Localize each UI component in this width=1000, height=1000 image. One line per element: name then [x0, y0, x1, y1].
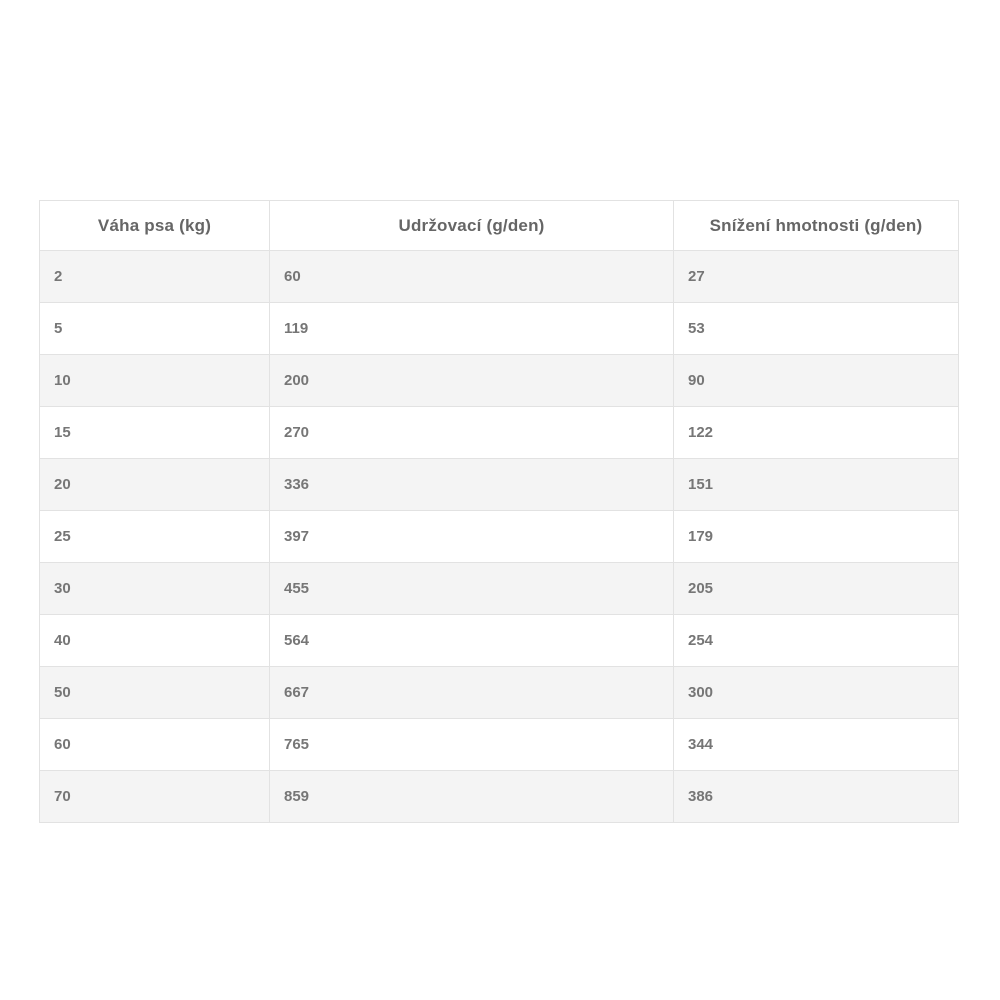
- table-row: [40, 303, 959, 355]
- table-cell: 122: [674, 407, 959, 459]
- table-cell: 5: [40, 303, 270, 355]
- table-cell: 200: [270, 355, 674, 407]
- header-row: [40, 201, 959, 251]
- table-cell: 27: [674, 251, 959, 303]
- table-row: [40, 563, 959, 615]
- table-body: [40, 251, 959, 823]
- table-cell: 455: [270, 563, 674, 615]
- table-row: [40, 771, 959, 823]
- header-cell: Snížení hmotnosti (g/den): [674, 201, 959, 251]
- table-row: [40, 719, 959, 771]
- dog-feeding-table: [39, 200, 959, 823]
- table-row: [40, 667, 959, 719]
- table-cell: 270: [270, 407, 674, 459]
- table-row: [40, 355, 959, 407]
- table-cell: 397: [270, 511, 674, 563]
- table-cell: 151: [674, 459, 959, 511]
- table-cell: 15: [40, 407, 270, 459]
- table-cell: 2: [40, 251, 270, 303]
- table-cell: 300: [674, 667, 959, 719]
- table-cell: 564: [270, 615, 674, 667]
- table-cell: 25: [40, 511, 270, 563]
- table-cell: 336: [270, 459, 674, 511]
- table-cell: 20: [40, 459, 270, 511]
- table-cell: 179: [674, 511, 959, 563]
- table-cell: 30: [40, 563, 270, 615]
- table-cell: 60: [40, 719, 270, 771]
- header-cell: Udržovací (g/den): [270, 201, 674, 251]
- table-cell: 667: [270, 667, 674, 719]
- table-cell: 90: [674, 355, 959, 407]
- table-cell: 50: [40, 667, 270, 719]
- table-cell: 254: [674, 615, 959, 667]
- table-cell: 205: [674, 563, 959, 615]
- table-cell: 10: [40, 355, 270, 407]
- table-cell: 70: [40, 771, 270, 823]
- table-cell: 40: [40, 615, 270, 667]
- table-cell: 60: [270, 251, 674, 303]
- table-cell: 859: [270, 771, 674, 823]
- table-row: [40, 615, 959, 667]
- table-row: [40, 511, 959, 563]
- table-row: [40, 251, 959, 303]
- table-cell: 765: [270, 719, 674, 771]
- table-cell: 344: [674, 719, 959, 771]
- header-cell: Váha psa (kg): [40, 201, 270, 251]
- table-cell: 53: [674, 303, 959, 355]
- table-header: [40, 201, 959, 251]
- table-cell: 386: [674, 771, 959, 823]
- table-cell: 119: [270, 303, 674, 355]
- table-row: [40, 459, 959, 511]
- table-row: [40, 407, 959, 459]
